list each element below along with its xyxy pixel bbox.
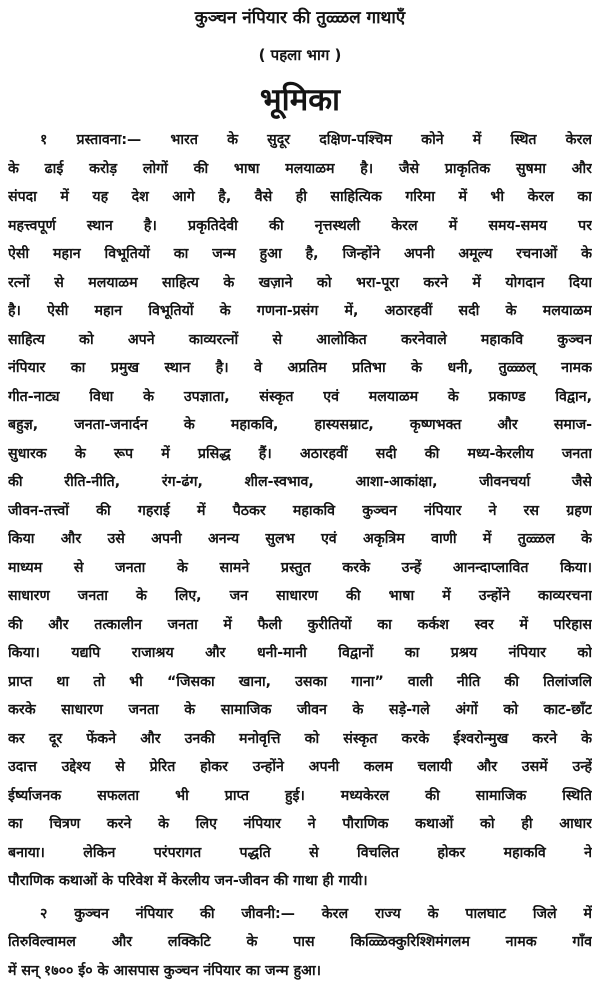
text-line: में सन् १७०० ई० के आसपास कुञ्चन नंपियार का जन्म हुआ। xyxy=(8,957,592,985)
text-line: संपदा में यह देश आगे है, वैसे ही साहित्यिक गरिमा में भी केरल का xyxy=(8,183,592,212)
text-line: कर दूर फेंकने और उनकी मनोवृत्ति को संस्कृत करके ईश्वरोन्मुख करने के xyxy=(8,725,592,754)
text-line: करके साधारण जनता के सामाजिक जीवन के सड़े-गले अंगों को काट-छाँट xyxy=(8,696,592,725)
paragraph-biography xyxy=(8,900,592,985)
text-line: ईर्ष्याजनक सफलता भी प्राप्त हुई। मध्यकेरल की सामाजिक स्थिति xyxy=(8,782,592,811)
text-line: की रीति-नीति, रंग-ढंग, शील-स्वभाव, आशा-आकांक्षा, जीवनचर्या जैसे xyxy=(8,468,592,497)
book-title: कुञ्चन नंपियार की तुळ्ळल गाथाएँ xyxy=(8,6,592,30)
text-line: की और तत्कालीन जनता में फैली कुरीतियों का कर्कश स्वर में परिहास xyxy=(8,611,592,640)
text-line: रत्नों से मलयाळम साहित्य के खज़ाने को भरा-पूरा करने में योगदान दिया xyxy=(8,269,592,298)
text-line: १ प्रस्तावना:— भारत के सुदूर दक्षिण-पश्चिम कोने में स्थित केरल xyxy=(8,126,592,155)
text-line: ऐसी महान विभूतियों का जन्म हुआ है, जिन्होंने अपनी अमूल्य रचनाओं के xyxy=(8,240,592,269)
text-line: तिरुविल्वामल और लक्किटि के पास किळ्ळिक्कुरिश्शिमंगलम नामक गाँव xyxy=(8,928,592,957)
text-line: है। ऐसी महान विभूतियों के गणना-प्रसंग में, अठारहवीं सदी के मलयाळम xyxy=(8,297,592,326)
text-line: के ढाई करोड़ लोगों की भाषा मलयाळम है। जैसे प्राकृतिक सुषमा और xyxy=(8,155,592,184)
text-line: गीत-नाट्य विधा के उपज्ञाता, संस्कृत एवं मलयाळम के प्रकाण्ड विद्वान, xyxy=(8,383,592,412)
text-line: महत्त्वपूर्ण स्थान है। प्रकृतिदेवी की नृत्तस्थली केरल में समय-समय पर xyxy=(8,212,592,241)
text-line: उदात्त उद्देश्य से प्रेरित होकर उन्होंने अपनी कलम चलायी और उसमें उन्हें xyxy=(8,753,592,782)
text-line: सुधारक के रूप में प्रसिद्ध हैं। अठारहवीं सदी की मध्य-केरलीय जनता xyxy=(8,440,592,469)
text-line: पौराणिक कथाओं के परिवेश में केरलीय जन-जीवन की गाथा ही गायी। xyxy=(8,867,592,896)
text-line: का चित्रण करने के लिए नंपियार ने पौराणिक कथाओं को ही आधार xyxy=(8,810,592,839)
text-line: किया। यद्यपि राजाश्रय और धनी-मानी विद्वानों का प्रश्रय नंपियार को xyxy=(8,639,592,668)
text-line: किया और उसे अपनी अनन्य सुलभ एवं अकृत्रिम वाणी में तुळ्ळल के xyxy=(8,525,592,554)
text-line: माध्यम से जनता के सामने प्रस्तुत करके उन्हें आनन्दाप्लावित किया। xyxy=(8,554,592,583)
paragraph-introduction xyxy=(8,126,592,896)
text-line: प्राप्त था तो भी “जिसका खाना, उसका गाना” वाली नीति की तिलांजलि xyxy=(8,668,592,697)
text-line: नंपियार का प्रमुख स्थान है। वे अप्रतिम प्रतिभा के धनी, तुळ्ळल् नामक xyxy=(8,354,592,383)
section-heading: भूमिका xyxy=(8,80,592,120)
text-line: बनाया। लेकिन परंपरागत पद्धति से विचलित होकर महाकवि ने xyxy=(8,839,592,868)
text-line: जीवन-तत्त्वों की गहराई में पैठकर महाकवि कुञ्चन नंपियार ने रस ग्रहण xyxy=(8,497,592,526)
text-line: बहुज्ञ, जनता-जनार्दन के महाकवि, हास्यसम्राट, कृष्णभक्त और समाज- xyxy=(8,411,592,440)
text-line: साधारण जनता के लिए, जन साधारण की भाषा में उन्होंने काव्यरचना xyxy=(8,582,592,611)
text-line: साहित्य को अपने काव्यरत्नों से आलोकित करनेवाले महाकवि कुञ्चन xyxy=(8,326,592,355)
text-line: २ कुञ्चन नंपियार की जीवनी:— केरल राज्य के पालघाट जिले में xyxy=(8,900,592,929)
part-label: ( पहला भाग ) xyxy=(8,44,592,66)
